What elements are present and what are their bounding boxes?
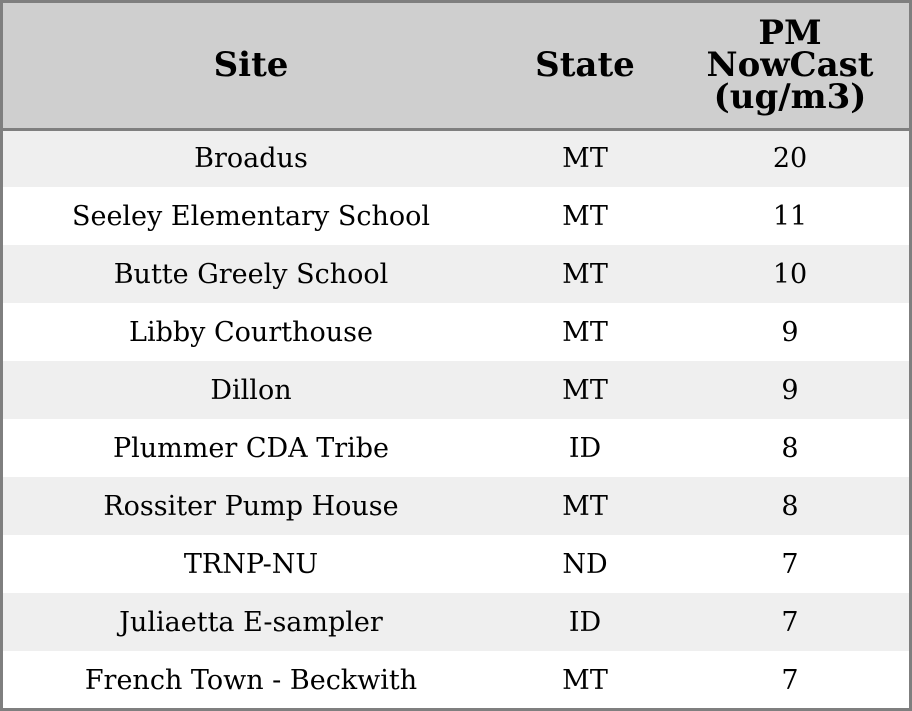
cell-site: Rossiter Pump House: [103, 490, 399, 522]
cell-pm: 20: [772, 143, 808, 175]
cell-state: MT: [562, 258, 608, 290]
column-header-site: Site: [3, 3, 499, 129]
cell-state: MT: [562, 200, 608, 232]
cell-pm: 11: [772, 200, 808, 232]
cell-site: Dillon: [210, 374, 292, 406]
cell-pm: 7: [781, 548, 799, 580]
cell-state: MT: [562, 490, 608, 522]
table-row: [3, 187, 909, 245]
cell-state: MT: [562, 316, 608, 348]
column-header-pm-nowcast: [671, 3, 909, 129]
cell-site: French Town - Beckwith: [84, 664, 418, 696]
cell-site: Juliaetta E-sampler: [119, 606, 383, 638]
cell-site: Plummer CDA Tribe: [112, 432, 390, 464]
cell-site: Libby Courthouse: [129, 316, 373, 348]
column-header-state: State: [499, 3, 671, 129]
table-row: [3, 419, 909, 477]
header-row: [3, 3, 909, 129]
table-row: [3, 593, 909, 651]
table-body: [3, 129, 909, 709]
table-row: [3, 651, 909, 709]
cell-site: TRNP-NU: [183, 548, 319, 580]
cell-pm: 7: [781, 606, 799, 638]
cell-state: ID: [568, 606, 602, 638]
cell-pm: 8: [781, 490, 799, 522]
pm-nowcast-table: [3, 3, 909, 709]
column-header-pm-line3: (ug/m3): [713, 77, 867, 118]
table-row: [3, 477, 909, 535]
table-header: [3, 3, 909, 129]
cell-site: Butte Greely School: [113, 258, 389, 290]
table-row: [3, 535, 909, 593]
cell-site: Broadus: [194, 143, 308, 175]
table-row: [3, 361, 909, 419]
column-header-pm-line2: NowCast: [706, 45, 874, 86]
cell-state: MT: [562, 664, 608, 696]
cell-site: Seeley Elementary School: [71, 200, 431, 232]
cell-pm: 9: [781, 374, 799, 406]
column-header-pm-line1: PM: [758, 13, 822, 54]
table-row: [3, 129, 909, 187]
table-row: [3, 245, 909, 303]
cell-pm: 10: [772, 258, 808, 290]
cell-pm: 8: [781, 432, 799, 464]
cell-pm: 7: [781, 664, 799, 696]
cell-state: ND: [562, 548, 608, 580]
cell-state: MT: [562, 374, 608, 406]
cell-state: MT: [562, 143, 608, 175]
cell-state: ID: [568, 432, 602, 464]
cell-pm: 9: [781, 316, 799, 348]
table-row: [3, 303, 909, 361]
